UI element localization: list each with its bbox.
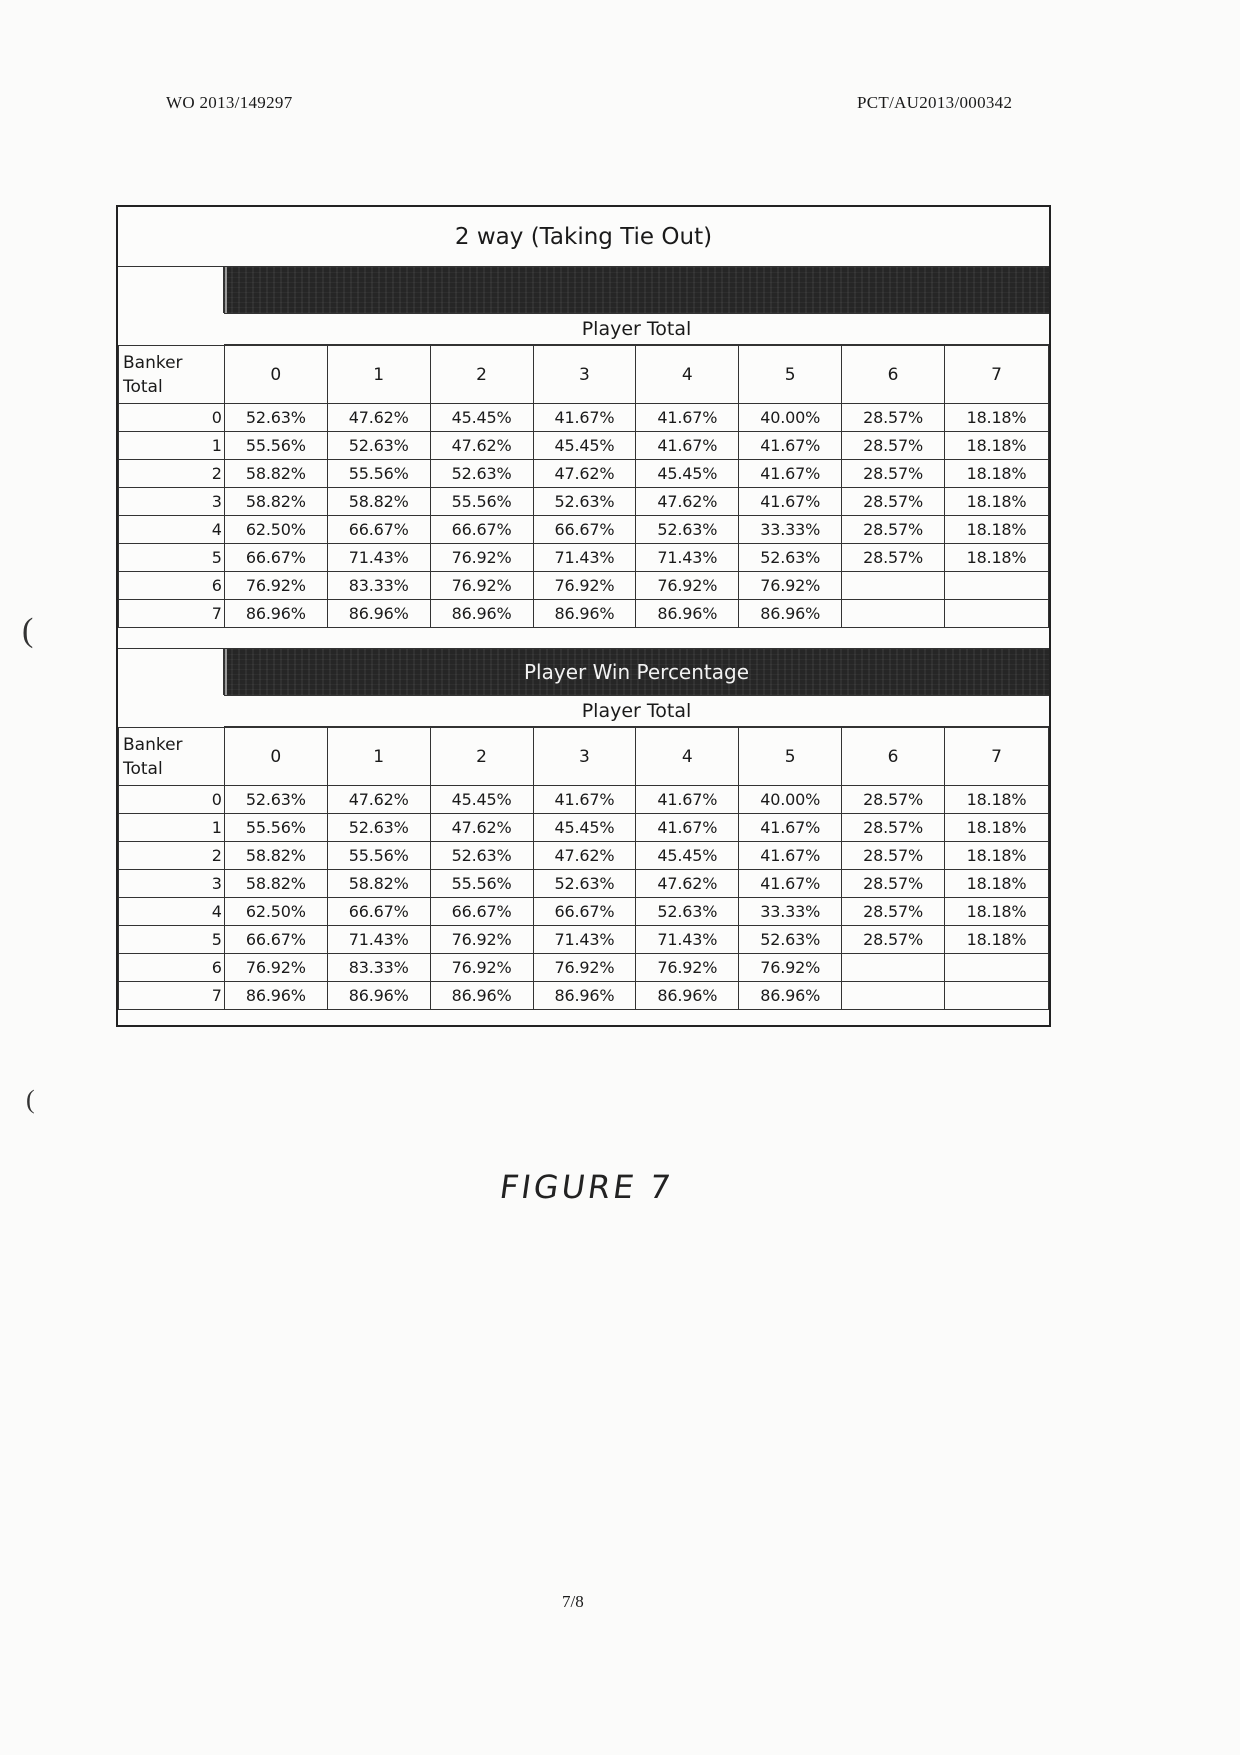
banker-total-row-label: 3 (119, 870, 225, 898)
percentage-cell: 52.63% (430, 460, 533, 488)
percentage-cell: 52.63% (224, 786, 327, 814)
percentage-cell: 41.67% (636, 786, 739, 814)
percentage-cell: 41.67% (739, 842, 842, 870)
percentage-cell: 28.57% (842, 460, 945, 488)
percentage-cell: 52.63% (224, 404, 327, 432)
percentage-cell: 47.62% (327, 404, 430, 432)
percentage-cell: 33.33% (739, 898, 842, 926)
percentage-cell: 18.18% (945, 544, 1049, 572)
percentage-cell: 76.92% (739, 954, 842, 982)
percentage-cell: 76.92% (636, 572, 739, 600)
percentage-cell: 18.18% (945, 460, 1049, 488)
results-table-frame (116, 205, 1051, 1027)
percentage-cell: 41.67% (739, 814, 842, 842)
band-divider (225, 649, 227, 695)
percentage-cell: 52.63% (533, 870, 636, 898)
percentage-cell (945, 954, 1049, 982)
percentage-cell: 52.63% (636, 516, 739, 544)
player-total-column-header: 5 (739, 728, 842, 786)
percentage-cell: 28.57% (842, 870, 945, 898)
percentage-cell: 52.63% (739, 926, 842, 954)
percentage-cell: 71.43% (327, 926, 430, 954)
banker-total-row-label: 4 (119, 898, 225, 926)
percentage-cell: 55.56% (430, 488, 533, 516)
banker-total-row-label: 7 (119, 600, 225, 628)
percentage-cell: 55.56% (224, 814, 327, 842)
table-row (119, 544, 1049, 572)
banker-total-row-label: 2 (119, 460, 225, 488)
player-total-column-header: 4 (636, 728, 739, 786)
percentage-cell: 28.57% (842, 544, 945, 572)
percentage-cell (945, 600, 1049, 628)
player-total-column-header: 0 (224, 728, 327, 786)
column-header-row (119, 728, 1049, 786)
page-number: 7/8 (562, 1592, 584, 1611)
percentage-cell: 28.57% (842, 516, 945, 544)
percentage-cell: 58.82% (224, 488, 327, 516)
percentage-cell: 28.57% (842, 786, 945, 814)
percentage-cell: 41.67% (636, 814, 739, 842)
percentage-cell: 58.82% (224, 842, 327, 870)
percentage-cell: 86.96% (327, 600, 430, 628)
percentage-cell: 28.57% (842, 432, 945, 460)
table-row (119, 786, 1049, 814)
percentage-cell: 66.67% (327, 516, 430, 544)
percentage-cell: 41.67% (636, 404, 739, 432)
section-band: Player Win Percentage (224, 649, 1049, 695)
percentage-cell: 18.18% (945, 926, 1049, 954)
percentage-cell: 55.56% (327, 460, 430, 488)
percentage-cell: 66.67% (224, 926, 327, 954)
band-spacer (118, 649, 224, 695)
percentage-cell: 76.92% (533, 572, 636, 600)
percentage-cell: 18.18% (945, 516, 1049, 544)
percentage-cell: 52.63% (327, 814, 430, 842)
percentage-cell: 41.67% (739, 870, 842, 898)
percentage-cell (842, 572, 945, 600)
percentage-cell: 76.92% (533, 954, 636, 982)
percentage-cell: 86.96% (224, 982, 327, 1010)
player-total-column-header: 1 (327, 728, 430, 786)
percentage-cell: 58.82% (224, 870, 327, 898)
percentage-cell: 47.62% (533, 842, 636, 870)
percentage-cell: 18.18% (945, 432, 1049, 460)
band-divider (225, 267, 227, 313)
percentage-cell: 47.62% (636, 870, 739, 898)
percentage-cell: 28.57% (842, 488, 945, 516)
percentage-cell: 18.18% (945, 870, 1049, 898)
figure-label: FIGURE 7 (497, 1168, 676, 1206)
percentage-cell: 41.67% (533, 786, 636, 814)
scan-mark-left-lower: ( (26, 1085, 35, 1114)
percentage-cell: 58.82% (224, 460, 327, 488)
percentage-cell: 76.92% (224, 954, 327, 982)
percentage-cell: 52.63% (739, 544, 842, 572)
percentage-cell: 41.67% (533, 404, 636, 432)
percentage-cell: 28.57% (842, 898, 945, 926)
banker-total-row-label: 6 (119, 954, 225, 982)
percentage-cell: 86.96% (430, 982, 533, 1010)
banker-total-row-label: 0 (119, 404, 225, 432)
percentage-cell: 28.57% (842, 404, 945, 432)
player-total-header: Player Total (224, 313, 1049, 345)
percentage-cell: 76.92% (739, 572, 842, 600)
percentage-cell: 41.67% (739, 460, 842, 488)
table-title: 2 way (Taking Tie Out) (118, 207, 1049, 267)
percentage-cell: 76.92% (430, 572, 533, 600)
table-row (119, 516, 1049, 544)
percentage-cell: 86.96% (327, 982, 430, 1010)
player-total-column-header: 0 (224, 346, 327, 404)
percentage-cell: 76.92% (430, 926, 533, 954)
percentage-cell: 62.50% (224, 898, 327, 926)
banker-total-row-label: 3 (119, 488, 225, 516)
percentage-cell: 86.96% (430, 600, 533, 628)
percentage-cell: 86.96% (739, 600, 842, 628)
percentage-cell: 41.67% (739, 432, 842, 460)
banker-total-row-label: 0 (119, 786, 225, 814)
percentage-cell: 58.82% (327, 870, 430, 898)
table-row (119, 460, 1049, 488)
percentage-cell: 55.56% (430, 870, 533, 898)
percentage-cell: 55.56% (327, 842, 430, 870)
percentage-cell: 18.18% (945, 404, 1049, 432)
player-total-column-header: 2 (430, 728, 533, 786)
percentage-cell: 45.45% (430, 404, 533, 432)
table-row (119, 600, 1049, 628)
percentage-cell: 18.18% (945, 898, 1049, 926)
percentage-cell: 76.92% (636, 954, 739, 982)
percentage-cell: 40.00% (739, 404, 842, 432)
percentage-cell: 28.57% (842, 814, 945, 842)
percentage-cell: 45.45% (636, 460, 739, 488)
table-row (119, 814, 1049, 842)
percentage-cell: 28.57% (842, 842, 945, 870)
banker-total-row-label: 5 (119, 926, 225, 954)
percentage-cell: 71.43% (533, 926, 636, 954)
band-spacer (118, 267, 224, 313)
player-total-header: Player Total (224, 695, 1049, 727)
banker-total-row-label: 5 (119, 544, 225, 572)
percentage-cell: 76.92% (224, 572, 327, 600)
table-row (119, 404, 1049, 432)
table-row (119, 572, 1049, 600)
table-row (119, 954, 1049, 982)
percentage-cell: 52.63% (430, 842, 533, 870)
percentage-cell: 28.57% (842, 926, 945, 954)
banker-total-row-label: 6 (119, 572, 225, 600)
percentage-cell: 83.33% (327, 954, 430, 982)
percentage-cell: 45.45% (533, 432, 636, 460)
percentage-cell: 18.18% (945, 842, 1049, 870)
percentage-cell: 71.43% (327, 544, 430, 572)
percentage-cell: 66.67% (327, 898, 430, 926)
percentage-cell: 62.50% (224, 516, 327, 544)
percentage-cell: 66.67% (533, 516, 636, 544)
percentage-cell: 86.96% (224, 600, 327, 628)
player-total-column-header: 5 (739, 346, 842, 404)
percentage-cell: 41.67% (636, 432, 739, 460)
banker-total-row-label: 2 (119, 842, 225, 870)
percentage-cell: 66.67% (533, 898, 636, 926)
player-total-column-header: 7 (945, 346, 1049, 404)
percentage-cell: 66.67% (430, 898, 533, 926)
percentage-cell: 76.92% (430, 954, 533, 982)
banker-total-header: Banker Total (119, 346, 225, 404)
table-row (119, 870, 1049, 898)
publication-number: WO 2013/149297 (166, 93, 293, 112)
percentage-cell: 71.43% (636, 544, 739, 572)
percentage-cell: 86.96% (636, 600, 739, 628)
percentage-cell: 45.45% (430, 786, 533, 814)
percentage-cell: 47.62% (327, 786, 430, 814)
banker-total-row-label: 4 (119, 516, 225, 544)
player-total-column-header: 2 (430, 346, 533, 404)
player-total-column-header: 3 (533, 728, 636, 786)
percentage-cell: 86.96% (533, 600, 636, 628)
percentage-cell (945, 982, 1049, 1010)
percentage-cell: 86.96% (739, 982, 842, 1010)
table-row (119, 982, 1049, 1010)
scan-mark-left: ( (22, 612, 34, 649)
percentage-cell: 18.18% (945, 814, 1049, 842)
percentage-cell: 18.18% (945, 488, 1049, 516)
percentage-cell: 66.67% (224, 544, 327, 572)
percentage-cell: 52.63% (533, 488, 636, 516)
percentage-cell: 47.62% (533, 460, 636, 488)
player-total-column-header: 1 (327, 346, 430, 404)
percentage-cell: 83.33% (327, 572, 430, 600)
percentage-cell: 71.43% (636, 926, 739, 954)
percentage-cell: 86.96% (636, 982, 739, 1010)
percentage-cell: 52.63% (636, 898, 739, 926)
percentage-cell: 71.43% (533, 544, 636, 572)
percentage-cell (842, 954, 945, 982)
win-percentage-grid (118, 727, 1049, 1010)
percentage-cell: 47.62% (430, 814, 533, 842)
table-row (119, 842, 1049, 870)
player-total-column-header: 7 (945, 728, 1049, 786)
percentage-cell: 40.00% (739, 786, 842, 814)
percentage-cell (945, 572, 1049, 600)
percentage-cell: 41.67% (739, 488, 842, 516)
percentage-cell: 18.18% (945, 786, 1049, 814)
application-number: PCT/AU2013/000342 (857, 93, 1013, 112)
percentage-cell: 45.45% (533, 814, 636, 842)
banker-total-row-label: 1 (119, 814, 225, 842)
banker-total-header: Banker Total (119, 728, 225, 786)
percentage-cell: 86.96% (533, 982, 636, 1010)
player-total-column-header: 3 (533, 346, 636, 404)
banker-total-row-label: 7 (119, 982, 225, 1010)
percentage-cell: 58.82% (327, 488, 430, 516)
percentage-cell: 47.62% (430, 432, 533, 460)
percentage-cell (842, 982, 945, 1010)
percentage-cell: 33.33% (739, 516, 842, 544)
percentage-cell: 66.67% (430, 516, 533, 544)
percentage-cell: 47.62% (636, 488, 739, 516)
table-row (119, 926, 1049, 954)
percentage-cell: 52.63% (327, 432, 430, 460)
percentage-cell: 76.92% (430, 544, 533, 572)
player-total-column-header: 4 (636, 346, 739, 404)
win-percentage-grid (118, 345, 1049, 628)
table-row (119, 898, 1049, 926)
player-total-column-header: 6 (842, 728, 945, 786)
percentage-cell: 45.45% (636, 842, 739, 870)
player-total-column-header: 6 (842, 346, 945, 404)
table-row (119, 432, 1049, 460)
column-header-row (119, 346, 1049, 404)
percentage-cell: 55.56% (224, 432, 327, 460)
table-row (119, 488, 1049, 516)
section-band (224, 267, 1049, 313)
banker-total-row-label: 1 (119, 432, 225, 460)
percentage-cell (842, 600, 945, 628)
